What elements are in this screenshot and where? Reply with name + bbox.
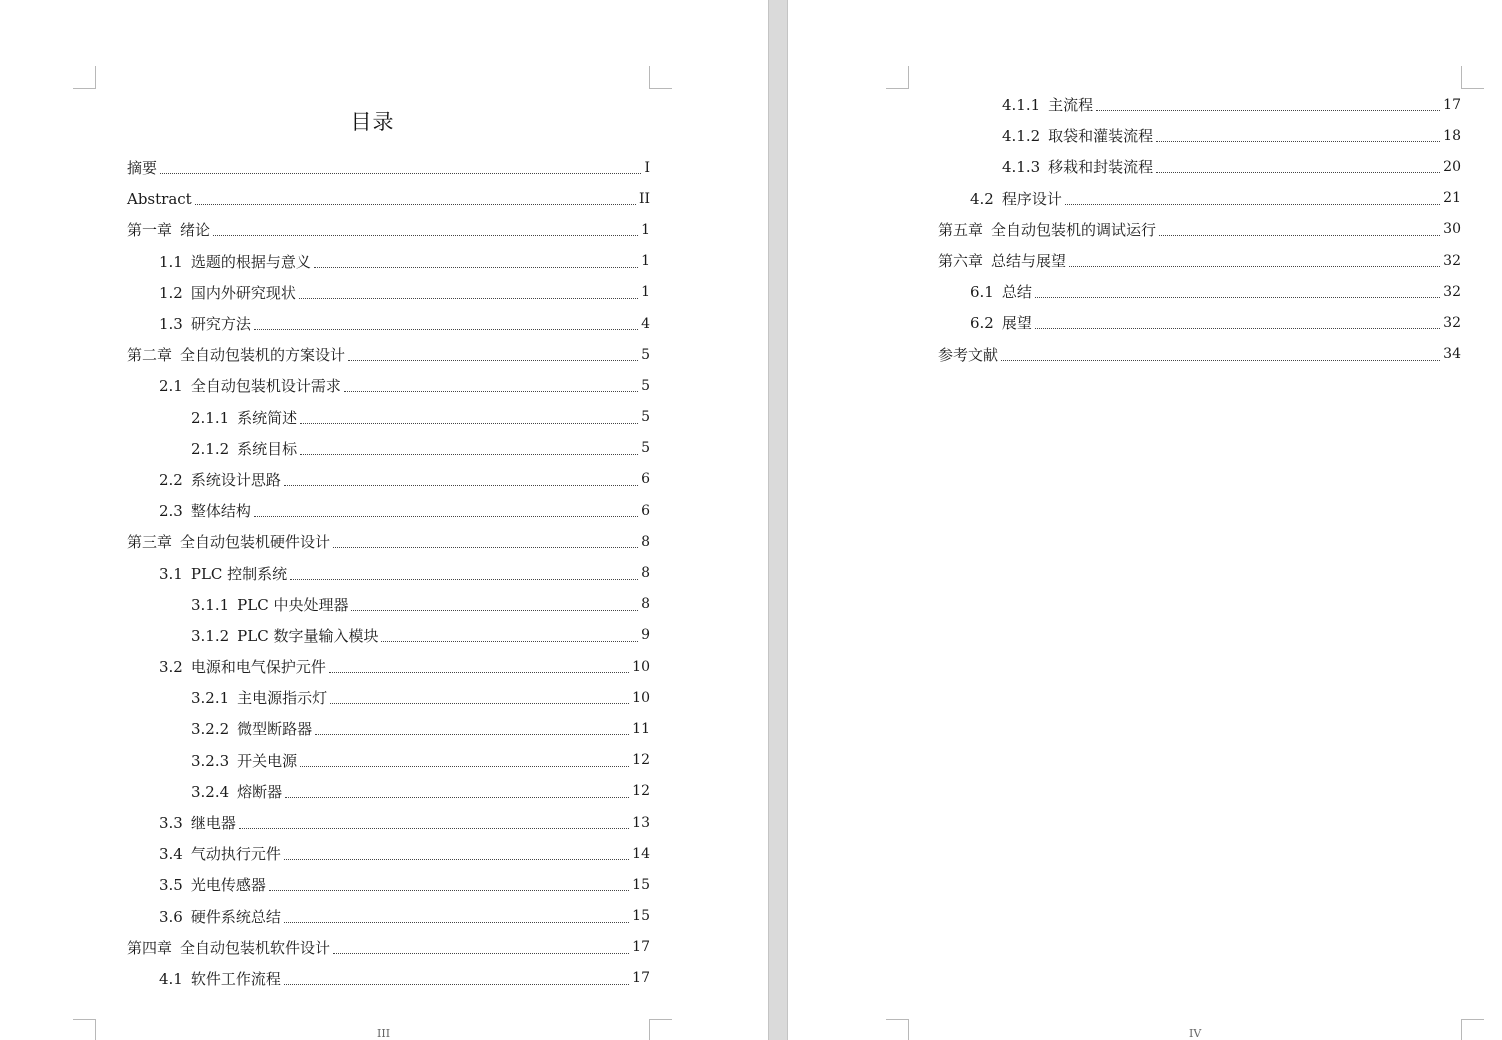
toc-entry[interactable] bbox=[127, 589, 650, 620]
toc-entry[interactable] bbox=[127, 745, 650, 776]
toc-entry-number: 3.3 bbox=[159, 814, 183, 833]
toc-entry-text: 国内外研究现状 bbox=[190, 283, 296, 302]
toc-entry[interactable] bbox=[938, 183, 1461, 214]
toc-entry[interactable] bbox=[127, 807, 650, 838]
dot-leader bbox=[1065, 204, 1440, 205]
toc-entry-text: 全自动包装机的方案设计 bbox=[180, 346, 346, 365]
toc-entry-label bbox=[970, 281, 1032, 302]
toc-entry[interactable] bbox=[127, 557, 650, 588]
toc-entry-text: 取袋和灌装流程 bbox=[1048, 127, 1154, 146]
toc-entry-number: 6.2 bbox=[970, 314, 994, 333]
dot-leader bbox=[1156, 141, 1440, 142]
toc-entry[interactable] bbox=[127, 308, 650, 339]
toc-entry-page: 15 bbox=[632, 908, 650, 925]
toc-entry-page: II bbox=[638, 190, 650, 207]
dot-leader bbox=[284, 984, 629, 985]
toc-entry-label bbox=[938, 344, 998, 365]
toc-entry-text: 全自动包装机硬件设计 bbox=[180, 533, 331, 552]
toc-entry-text: 光电传感器 bbox=[190, 876, 266, 895]
toc-entry-page: 8 bbox=[641, 565, 650, 582]
toc-entry-text: 全自动包装机的调试运行 bbox=[991, 220, 1157, 239]
crop-mark bbox=[886, 1019, 909, 1040]
toc-entry-text: 系统设计思路 bbox=[190, 470, 281, 489]
toc-entry-page: I bbox=[644, 159, 650, 176]
toc-entry[interactable] bbox=[127, 152, 650, 183]
toc-entry[interactable] bbox=[938, 120, 1461, 151]
page-number-footer: III bbox=[377, 1027, 391, 1040]
dot-leader bbox=[299, 298, 638, 299]
toc-entry-label bbox=[191, 750, 297, 771]
toc-entry-text: 摘要 bbox=[127, 159, 158, 178]
toc-entry-text: 硬件系统总结 bbox=[190, 907, 281, 926]
toc-entry-text: 主电源指示灯 bbox=[237, 689, 328, 708]
toc-entry-page: 5 bbox=[641, 409, 650, 426]
toc-entry[interactable] bbox=[938, 214, 1461, 245]
toc-entry-label bbox=[159, 843, 281, 864]
toc-entry[interactable] bbox=[127, 651, 650, 682]
toc-entry-text: 总结与展望 bbox=[991, 252, 1067, 271]
toc-entry[interactable] bbox=[127, 402, 650, 433]
toc-entry-number: 第一章 bbox=[127, 221, 173, 240]
toc-entry-text: 整体结构 bbox=[190, 502, 251, 521]
dot-leader bbox=[1035, 328, 1440, 329]
toc-entry-page: 8 bbox=[641, 596, 650, 613]
toc-entry-label bbox=[1002, 125, 1153, 146]
page-gutter bbox=[768, 0, 788, 1040]
toc-entry[interactable] bbox=[938, 307, 1461, 338]
toc-entry-label bbox=[191, 781, 282, 802]
dot-leader bbox=[1035, 297, 1440, 298]
dot-leader bbox=[348, 360, 638, 361]
toc-entry-page: 34 bbox=[1443, 346, 1461, 363]
toc-entry-page: 10 bbox=[632, 658, 650, 675]
dot-leader bbox=[239, 828, 629, 829]
toc-entry-page: 9 bbox=[641, 627, 650, 644]
toc-entry[interactable] bbox=[938, 89, 1461, 120]
toc-entry-label bbox=[1002, 156, 1153, 177]
toc-entry-label bbox=[159, 968, 281, 989]
toc-entry-label bbox=[159, 906, 281, 927]
toc-entry-text: 电源和电气保护元件 bbox=[190, 658, 326, 677]
toc-entry-label bbox=[938, 219, 1156, 240]
toc-entry-page: 8 bbox=[641, 533, 650, 550]
toc-entry-label bbox=[191, 718, 312, 739]
dot-leader bbox=[333, 547, 638, 548]
toc-entry-number: 3.2.4 bbox=[191, 782, 230, 801]
toc-entry-number: 1.1 bbox=[159, 252, 183, 271]
toc-entry[interactable] bbox=[127, 838, 650, 869]
dot-leader bbox=[300, 766, 629, 767]
toc-entry-page: 1 bbox=[641, 253, 650, 270]
toc-entry-text: 软件工作流程 bbox=[190, 969, 281, 988]
dot-leader bbox=[290, 579, 638, 580]
toc-entry-number: 3.1.2 bbox=[191, 626, 230, 645]
toc-entry-number: 2.1.1 bbox=[191, 408, 230, 427]
toc-entry-number: 4.1.1 bbox=[1002, 96, 1041, 115]
toc-entry[interactable] bbox=[127, 370, 650, 401]
toc-entry[interactable] bbox=[127, 214, 650, 245]
dot-leader bbox=[314, 267, 638, 268]
toc-entry-number: 3.2.1 bbox=[191, 689, 230, 708]
document-page-right bbox=[788, 0, 1502, 1040]
toc-entry-label bbox=[191, 594, 348, 615]
dot-leader bbox=[269, 890, 629, 891]
toc-entry-label bbox=[127, 531, 330, 552]
toc-entry-page: 5 bbox=[641, 346, 650, 363]
toc-entry-text: PLC 中央处理器 bbox=[237, 595, 349, 614]
dot-leader bbox=[1069, 266, 1440, 267]
toc-entry-page: 20 bbox=[1443, 158, 1461, 175]
toc-entry-page: 14 bbox=[632, 845, 650, 862]
dot-leader bbox=[160, 173, 641, 174]
toc-list-left bbox=[127, 152, 650, 994]
dot-leader bbox=[284, 859, 629, 860]
toc-entry-page: 32 bbox=[1443, 252, 1461, 269]
toc-entry[interactable] bbox=[127, 901, 650, 932]
toc-entry-number: 3.4 bbox=[159, 845, 183, 864]
toc-entry-text: 主流程 bbox=[1048, 96, 1094, 115]
toc-entry-number: 3.2.3 bbox=[191, 751, 230, 770]
toc-entry-label bbox=[1002, 94, 1093, 115]
toc-entry-number: 2.1 bbox=[159, 377, 183, 396]
dot-leader bbox=[1159, 235, 1440, 236]
toc-entry-text: PLC 数字量输入模块 bbox=[237, 626, 379, 645]
toc-entry-number: 3.1 bbox=[159, 564, 183, 583]
dot-leader bbox=[1156, 172, 1440, 173]
toc-entry-label bbox=[127, 344, 345, 365]
toc-entry[interactable] bbox=[127, 620, 650, 651]
toc-entry-label bbox=[127, 190, 192, 208]
toc-entry[interactable] bbox=[127, 495, 650, 526]
toc-list-right bbox=[938, 89, 1461, 370]
toc-entry-number: 4.2 bbox=[970, 189, 994, 208]
toc-entry[interactable] bbox=[127, 246, 650, 277]
dot-leader bbox=[1096, 110, 1440, 111]
toc-entry-text: 选题的根据与意义 bbox=[190, 252, 311, 271]
dot-leader bbox=[330, 703, 629, 704]
dot-leader bbox=[300, 454, 638, 455]
toc-entry-text: Abstract bbox=[127, 189, 192, 208]
toc-entry-number: 2.3 bbox=[159, 502, 183, 521]
toc-entry-text: 程序设计 bbox=[1001, 189, 1062, 208]
toc-entry-label bbox=[191, 407, 297, 428]
toc-entry-number: 1.2 bbox=[159, 283, 183, 302]
toc-entry-number: 第五章 bbox=[938, 220, 984, 239]
toc-entry-label bbox=[127, 937, 330, 958]
toc-entry[interactable] bbox=[127, 433, 650, 464]
toc-entry[interactable] bbox=[127, 464, 650, 495]
toc-entry[interactable] bbox=[127, 776, 650, 807]
toc-entry-page: 4 bbox=[641, 315, 650, 332]
toc-entry-text: 参考文献 bbox=[938, 345, 999, 364]
toc-entry[interactable] bbox=[938, 245, 1461, 276]
toc-entry-label bbox=[159, 313, 251, 334]
toc-entry-page: 13 bbox=[632, 814, 650, 831]
toc-entry-label bbox=[970, 312, 1032, 333]
toc-entry-page: 5 bbox=[641, 440, 650, 457]
toc-entry-number: 4.1.3 bbox=[1002, 158, 1041, 177]
toc-entry[interactable] bbox=[127, 963, 650, 994]
toc-entry-label bbox=[127, 219, 210, 240]
toc-entry[interactable] bbox=[127, 339, 650, 370]
toc-entry-text: 移栽和封装流程 bbox=[1048, 158, 1154, 177]
crop-mark bbox=[649, 66, 672, 89]
toc-entry-text: 全自动包装机软件设计 bbox=[180, 938, 331, 957]
toc-entry-number: 3.5 bbox=[159, 876, 183, 895]
toc-entry-text: 熔断器 bbox=[237, 782, 283, 801]
dot-leader bbox=[195, 204, 636, 205]
toc-entry[interactable] bbox=[938, 339, 1461, 370]
toc-entry[interactable] bbox=[938, 151, 1461, 182]
dot-leader bbox=[351, 610, 638, 611]
toc-entry-label bbox=[191, 625, 378, 646]
dot-leader bbox=[300, 423, 638, 424]
toc-entry-text: 继电器 bbox=[190, 814, 236, 833]
toc-entry[interactable] bbox=[127, 277, 650, 308]
toc-entry[interactable] bbox=[127, 183, 650, 214]
toc-entry-page: 30 bbox=[1443, 221, 1461, 238]
toc-entry[interactable] bbox=[127, 713, 650, 744]
crop-mark bbox=[649, 1019, 672, 1040]
toc-entry-label bbox=[159, 500, 251, 521]
toc-entry-page: 17 bbox=[1443, 96, 1461, 113]
toc-entry-number: 3.1.1 bbox=[191, 595, 230, 614]
toc-entry-page: 1 bbox=[641, 284, 650, 301]
toc-entry-label bbox=[159, 656, 326, 677]
toc-entry-text: 展望 bbox=[1001, 314, 1032, 333]
toc-entry-number: 4.1.2 bbox=[1002, 127, 1041, 146]
dot-leader bbox=[333, 953, 629, 954]
toc-entry-text: 微型断路器 bbox=[237, 720, 313, 739]
toc-entry-label bbox=[159, 251, 311, 272]
toc-entry-text: PLC 控制系统 bbox=[190, 564, 288, 583]
toc-entry-page: 12 bbox=[632, 783, 650, 800]
toc-entry-text: 总结 bbox=[1001, 283, 1032, 302]
toc-entry[interactable] bbox=[127, 526, 650, 557]
page-number-footer: IV bbox=[1189, 1027, 1202, 1040]
crop-mark bbox=[1461, 1019, 1484, 1040]
toc-entry-label bbox=[159, 874, 266, 895]
toc-entry[interactable] bbox=[938, 276, 1461, 307]
toc-entry-label bbox=[191, 438, 297, 459]
dot-leader bbox=[344, 391, 638, 392]
toc-entry-page: 6 bbox=[641, 502, 650, 519]
toc-entry-number: 2.2 bbox=[159, 470, 183, 489]
toc-entry[interactable] bbox=[127, 932, 650, 963]
toc-entry-number: 第二章 bbox=[127, 346, 173, 365]
toc-entry-page: 11 bbox=[632, 720, 650, 737]
toc-entry-page: 18 bbox=[1443, 127, 1461, 144]
toc-entry-page: 17 bbox=[632, 939, 650, 956]
toc-entry-number: 3.2 bbox=[159, 658, 183, 677]
dot-leader bbox=[254, 516, 638, 517]
toc-entry-label bbox=[127, 157, 157, 178]
toc-entry-number: 2.1.2 bbox=[191, 439, 230, 458]
crop-mark bbox=[73, 1019, 96, 1040]
toc-entry[interactable] bbox=[127, 869, 650, 900]
toc-entry-number: 3.2.2 bbox=[191, 720, 230, 739]
toc-entry-text: 开关电源 bbox=[237, 751, 298, 770]
dot-leader bbox=[285, 797, 629, 798]
toc-entry-page: 32 bbox=[1443, 283, 1461, 300]
toc-entry-page: 5 bbox=[641, 377, 650, 394]
crop-mark bbox=[73, 66, 96, 89]
toc-entry-label bbox=[159, 282, 296, 303]
toc-title: 目录 bbox=[350, 110, 395, 134]
toc-entry-number: 1.3 bbox=[159, 315, 183, 334]
toc-entry-text: 全自动包装机设计需求 bbox=[190, 377, 341, 396]
dot-leader bbox=[1001, 360, 1440, 361]
dot-leader bbox=[254, 329, 638, 330]
crop-mark bbox=[886, 66, 909, 89]
toc-entry-number: 第六章 bbox=[938, 252, 984, 271]
toc-entry-label bbox=[159, 812, 236, 833]
dot-leader bbox=[329, 672, 629, 673]
toc-entry-label bbox=[938, 250, 1066, 271]
toc-entry-number: 6.1 bbox=[970, 283, 994, 302]
dot-leader bbox=[284, 922, 629, 923]
toc-entry-number: 第四章 bbox=[127, 938, 173, 957]
toc-entry-number: 3.6 bbox=[159, 907, 183, 926]
toc-entry-page: 12 bbox=[632, 752, 650, 769]
toc-entry-page: 1 bbox=[641, 221, 650, 238]
toc-entry-number: 第三章 bbox=[127, 533, 173, 552]
toc-entry-page: 32 bbox=[1443, 314, 1461, 331]
toc-entry-number: 4.1 bbox=[159, 969, 183, 988]
toc-entry-text: 系统目标 bbox=[237, 439, 298, 458]
toc-entry-label bbox=[159, 469, 281, 490]
toc-entry-text: 绪论 bbox=[180, 221, 211, 240]
toc-entry-text: 研究方法 bbox=[190, 315, 251, 334]
toc-entry[interactable] bbox=[127, 682, 650, 713]
toc-entry-label bbox=[159, 375, 341, 396]
toc-entry-text: 气动执行元件 bbox=[190, 845, 281, 864]
dot-leader bbox=[213, 235, 638, 236]
toc-entry-text: 系统简述 bbox=[237, 408, 298, 427]
dot-leader bbox=[381, 641, 638, 642]
crop-mark bbox=[1461, 66, 1484, 89]
dot-leader bbox=[284, 485, 638, 486]
toc-entry-page: 21 bbox=[1443, 190, 1461, 207]
toc-entry-page: 15 bbox=[632, 876, 650, 893]
toc-entry-page: 6 bbox=[641, 471, 650, 488]
dot-leader bbox=[315, 734, 629, 735]
toc-entry-label bbox=[970, 188, 1062, 209]
toc-entry-label bbox=[159, 563, 287, 584]
toc-entry-page: 17 bbox=[632, 970, 650, 987]
toc-entry-page: 10 bbox=[632, 689, 650, 706]
toc-entry-label bbox=[191, 687, 327, 708]
